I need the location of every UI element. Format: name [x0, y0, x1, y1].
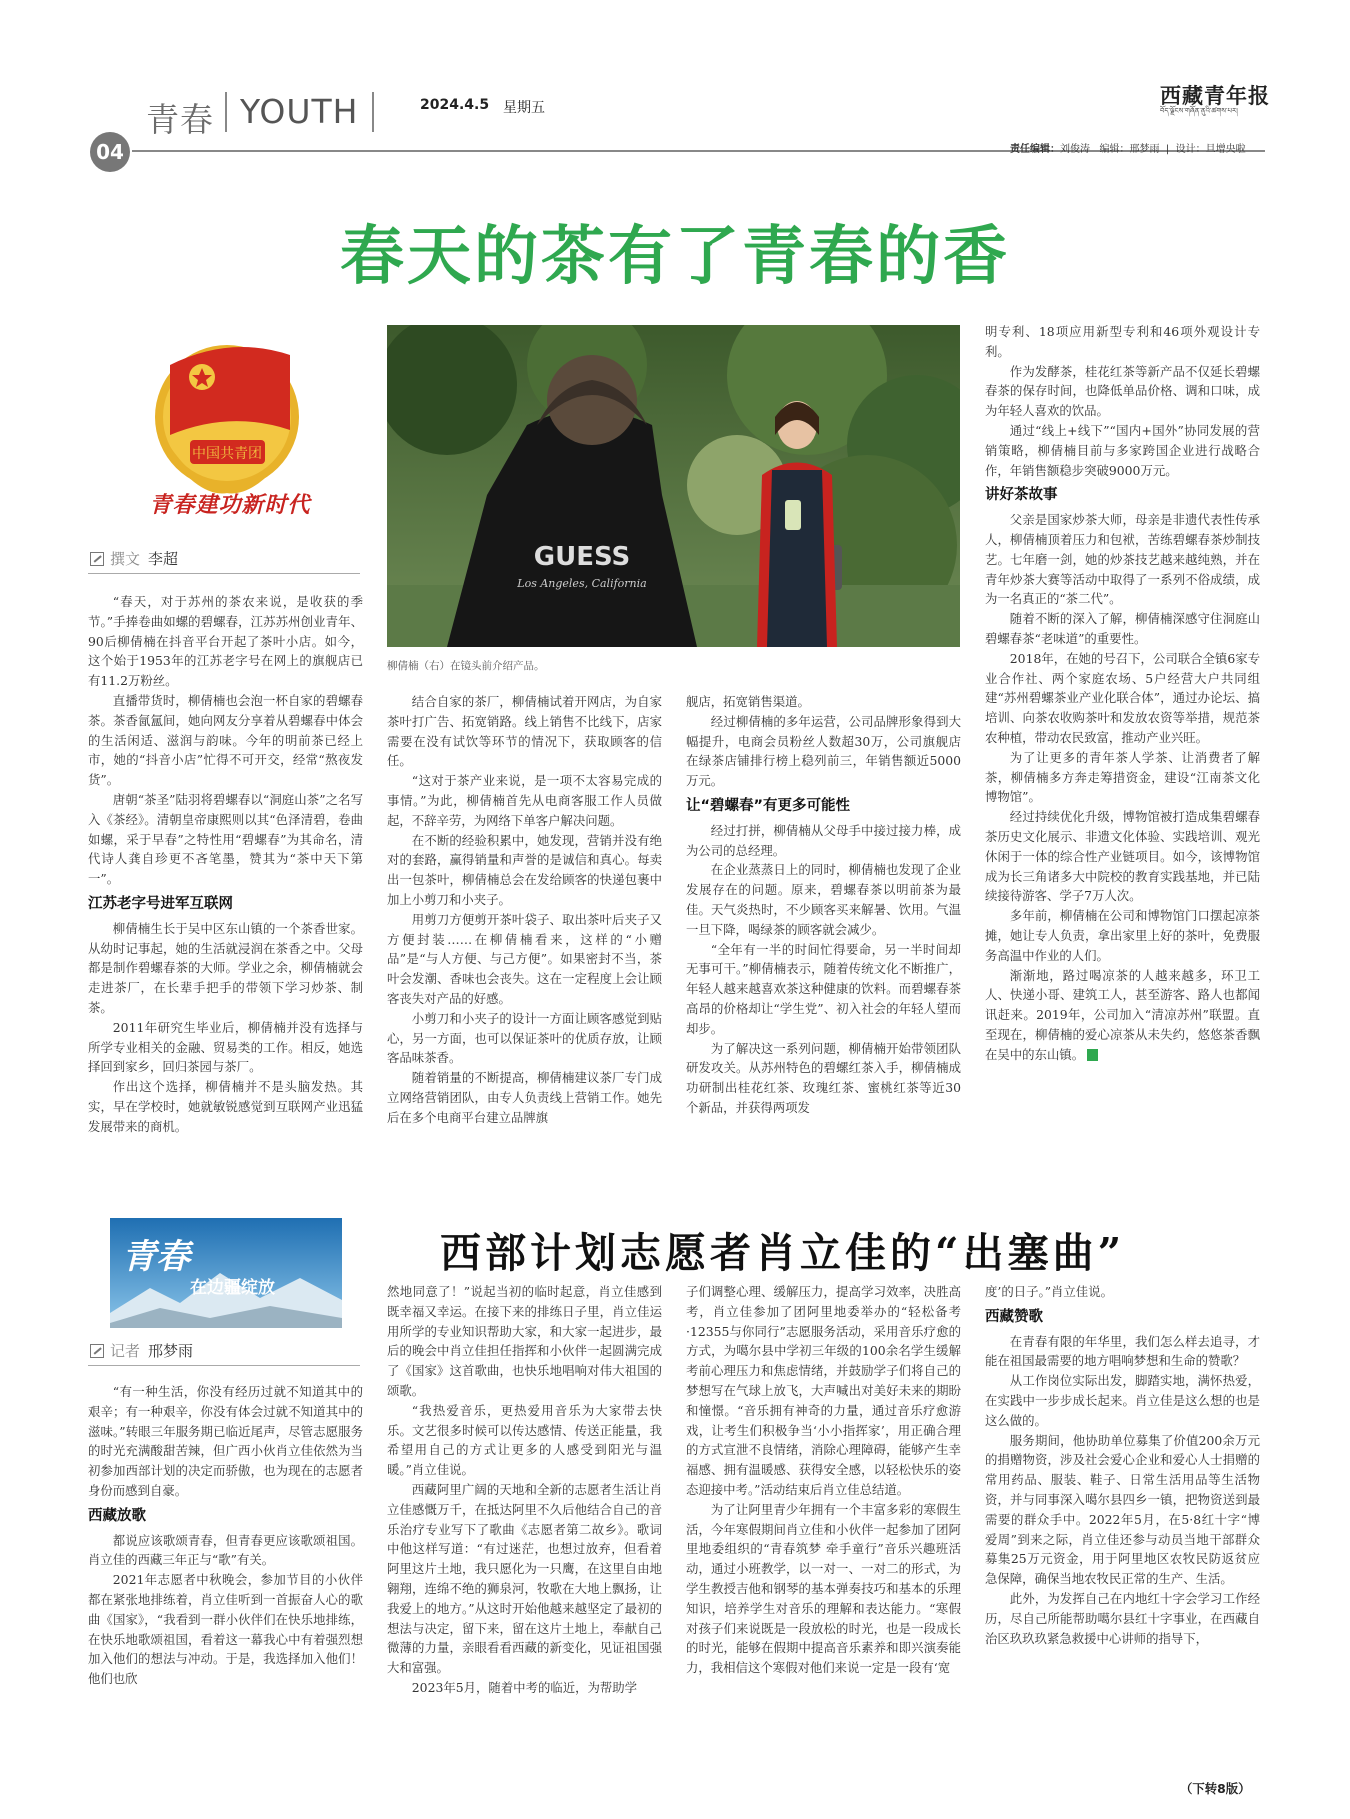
article1-photo	[387, 325, 960, 647]
paragraph: 舰店，拓宽销售渠道。	[686, 694, 810, 709]
byline-rule	[88, 1365, 360, 1366]
paragraph: 经过柳倩楠的多年运营，公司品牌形象得到大幅提升，电商会员粉丝人数超30万，公司旗舰店在绿茶店铺排行榜上稳列前三，年销售额近5000万元。	[686, 713, 961, 789]
paragraph: 服务期间，他协助单位募集了价值200余万元的捐赠物资，涉及社会爱心企业和爱心人士捐赠的常用药品、服装、鞋子、日常生活用品等生活物资，并与同事深入噶尔县四乡一镇，把物资送到最需要的群众手中。2022年5月，在5·8红十字“博爱周”到来之际，肖立佳还参与动员当地干部群众募集25万元资金，用于阿里地区农牧民防返贫应急保障，确保当地农牧民正常的生产、生活。	[985, 1432, 1260, 1587]
section-subheading: 西藏赞歌	[985, 1308, 1043, 1325]
article2-headline: 西部计划志愿者肖立佳的“出塞曲”	[440, 1229, 1126, 1277]
paragraph: 作出这个选择，柳倩楠并不是头脑发热。其实，早在学校时，她就敏锐感觉到互联网产业迅猛发展带来的商机。	[88, 1079, 363, 1134]
paragraph: 唐朝“茶圣”陆羽将碧螺春以“洞庭山茶”之名写入《茶经》。清朝皇帝康熙则以其“色泽清碧，卷曲如螺，采于早春”之特性用“碧螺春”为其命名，清代诗人龚自珍更不吝笔墨，赞其为“茶中天下第一”。	[88, 791, 363, 887]
paragraph: 结合自家的茶厂，柳倩楠试着开网店，为自家茶叶打广告、拓宽销路。线上销售不比线下，店家需要在没有试饮等环节的情况下，获取顾客的信任。	[387, 694, 662, 769]
paragraph: 随着销量的不断提高，柳倩楠建议茶厂专门成立网络营销团队，由专人负责线上营销工作。她先后在多个电商平台建立品牌旗	[387, 1070, 662, 1125]
photo-shirt-subtext: Los Angeles, California	[517, 577, 647, 590]
paragraph: 在青春有限的年华里，我们怎么样去追寻，才能在祖国最需要的地方唱响梦想和生命的赞歌？	[985, 1333, 1260, 1369]
paragraph: 都说应该歌颂青春，但青春更应该歌颂祖国。肖立佳的西藏三年正与“歌”有关。	[88, 1532, 363, 1568]
byline-tag: 记者	[110, 1342, 141, 1360]
issue-weekday: 星期五	[503, 100, 545, 116]
page-number: 04	[90, 132, 130, 172]
paragraph: 明专利、18项应用新型专利和46项外观设计专利。	[985, 324, 1260, 359]
article1-headline: 春天的茶有了青春的香	[340, 220, 1010, 294]
paragraph: 然地同意了！”说起当初的临时起意，肖立佳感到既幸福又幸运。在接下来的排练日子里，肖立佳运用所学的专业知识帮助大家，和大家一起进步，最后的晚会中肖立佳担任指挥和小伙伴一起圆满完成了《国家》这首歌曲，也快乐地唱响对伟大祖国的颂歌。	[387, 1284, 662, 1398]
paragraph: 2011年研究生毕业后，柳倩楠并没有选择与所学专业相关的金融、贸易类的工作。相反，她选择回到家乡，回归茶园与茶厂。	[88, 1019, 363, 1075]
masthead: 西藏青年报	[1160, 83, 1270, 108]
section-divider	[225, 92, 227, 132]
paragraph: 此外，为发挥自己在内地红十字会学习工作经历，尽自己所能帮助噶尔县红十字事业，在西藏自治区玖玖玖紧急救援中心讲师的指导下，	[985, 1590, 1260, 1646]
pen-icon	[90, 552, 104, 566]
article1-column-3	[686, 692, 961, 1118]
paragraph: “有一种生活，你没有经历过就不知道其中的艰辛；有一种艰辛，你没有体会过就不知道其中的滋味。”转眼三年服务期已临近尾声，尽管志愿服务的时光充满酸甜苦辣，但广西小伙肖立佳依然为当初参加西部计划的决定而骄傲，也为现在的志愿者身份而感到自豪。	[88, 1384, 363, 1498]
banner-subtitle: 在边疆绽放	[190, 1278, 275, 1298]
continue-note: （下转8版）	[1180, 1781, 1251, 1796]
paragraph: 在不断的经验积累中，她发现，营销并没有绝对的套路，赢得销量和声誉的是诚信和真心。每卖出一包茶叶，柳倩楠总会在发给顾客的快递包裹中加上小剪刀和小夹子。	[387, 832, 662, 907]
paragraph: 2018年，在她的号召下，公司联合全镇6家专业合作社、两个家庭农场、5户经营大户共同组建“苏州碧螺茶业产业化联合体”，通过办论坛、搞培训、向茶农收购茶叶和发放农资等举措，规范茶农种植，带动农民致富，推动产业兴旺。	[985, 650, 1260, 745]
masthead-tibetan: བོད་ལྗོངས་གཞོན་ནུའི་ཚགས་པར།	[1160, 107, 1238, 115]
banner-title: 青春	[122, 1237, 190, 1277]
article1-column-1	[88, 592, 363, 1137]
photo-caption: 柳倩楠（右）在镜头前介绍产品。	[387, 660, 545, 672]
photo-shirt-text: GUESS	[533, 542, 631, 572]
paragraph: 为了解决这一系列问题，柳倩楠开始带领团队研发攻关。从苏州特色的碧螺红茶入手，柳倩楠成功研制出桂花红茶、玫瑰红茶、蜜桃红茶等近30个新品，并获得两项发	[686, 1040, 961, 1115]
paragraph: 渐渐地，路过喝凉茶的人越来越多，环卫工人、快递小哥、建筑工人，甚至游客、路人也都闻讯赶来。2019年，公司加入“清凉苏州”联盟。直至现在，柳倩楠的爱心凉茶从未失约，悠悠茶香飘在吴中的东山镇。	[985, 967, 1260, 1062]
paragraph: 作为发酵茶，桂花红茶等新产品不仅延长碧螺春茶的保存时间，也降低单品价格、调和口味，成为年轻人喜欢的饮品。	[985, 363, 1260, 419]
byline-tag: 撰文	[110, 550, 141, 568]
paragraph: 经过持续优化升级，博物馆被打造成集碧螺春茶历史文化展示、非遗文化体验、实践培训、观光休闲于一体的综合性产业链项目。如今，该博物馆成为长三角诸多大中院校的教育实践基地，并已陆续接待游客、学子7万人次。	[985, 809, 1260, 904]
editor-label: 责任编辑：	[1010, 144, 1060, 155]
article2-column-4	[985, 1282, 1260, 1648]
section-en: YOUTH	[240, 92, 359, 131]
article1-column-4	[985, 322, 1260, 1064]
editor-name: 刘俊涛	[1060, 144, 1090, 155]
paragraph: 父亲是国家炒茶大师，母亲是非遗代表性传承人，柳倩楠顶着压力和包袱，苦练碧螺春茶炒制技艺。七年磨一剑，她的炒茶技艺越来越纯熟，并在青年炒茶大赛等活动中取得了一系列不俗成绩，成为一名真正的“茶二代”。	[985, 512, 1260, 607]
paragraph: 柳倩楠生长于吴中区东山镇的一个茶香世家。从幼时记事起，她的生活就浸润在茶香之中。父母都是制作碧螺春茶的大师。学业之余，柳倩楠就会走进茶厂，在长辈手把手的带领下学习炒茶、制茶。	[88, 920, 363, 1015]
section-name: 青春	[146, 100, 214, 139]
paragraph: “我热爱音乐，更热爱用音乐为大家带去快乐。文艺很多时候可以传达感情、传送正能量，我希望用自己的方式让更多的人感受到阳光与温暖。”肖立佳说。	[387, 1402, 662, 1478]
emblem-text: 中国共青团	[192, 446, 262, 462]
paragraph: 在企业蒸蒸日上的同时，柳倩楠也发现了企业发展存在的问题。原来，碧螺春茶以明前茶为最佳。天气炎热时，不少顾客买来解暑、饮用。气温一旦下降，喝绿茶的顾客就会减少。	[686, 862, 961, 937]
article1-column-2	[387, 692, 662, 1128]
design-label: 设计：	[1175, 144, 1206, 155]
paragraph: 用剪刀方便剪开茶叶袋子、取出茶叶后夹子又方便封装……在柳倩楠看来，这样的“小赠品”是“与人方便、与己方便”。如果密封不当，茶叶会发潮、香味也会丧失。这在一定程度上会让顾客丧失对产品的好感。	[387, 911, 662, 1006]
pen-icon	[90, 1344, 104, 1358]
paragraph: 子们调整心理、缓解压力，提高学习效率，决胜高考，肖立佳参加了团阿里地委举办的“轻松备考·12355与你同行”志愿服务活动，采用音乐疗愈的方式，为噶尔县中学初三年级的100余名学生缓解考前心理压力和焦虑情绪，并鼓励学子们将自己的梦想写在气球上放飞，大声喊出对美好未来的期盼和憧憬。“音乐拥有神奇的力量，通过音乐疗愈游戏，让考生们积极争当‘小小指挥家’，用正确合理的方式宣泄不良情绪，消除心理障碍，能够产生幸福感、拥有温暖感、获得安全感，以轻松快乐的姿态迎接中考。”活动结束后肖立佳总结道。	[686, 1284, 961, 1497]
paragraph: 经过打拼，柳倩楠从父母手中接过接力棒，成为公司的总经理。	[686, 822, 961, 858]
paragraph: 直播带货时，柳倩楠也会泡一杯自家的碧螺春茶。茶香氤氲间，她向网友分享着从碧螺春中体会的生活闲适、滋润与韵味。今年的明前茶已经上市，她的“抖音小店”忙得不可开交，经常“熬夜发货”。	[88, 692, 363, 788]
paragraph: “这对于茶产业来说，是一项不太容易完成的事情。”为此，柳倩楠首先从电商客服工作人员做起，不辞辛劳，为网络下单客户解决问题。	[387, 773, 662, 828]
byline-author: 李超	[148, 550, 179, 568]
editor2-name: 邢梦雨	[1129, 144, 1160, 155]
section-subheading: 让“碧螺春”有更多可能性	[686, 797, 851, 814]
paragraph: “全年有一半的时间忙得要命，另一半时间却无事可干。”柳倩楠表示，随着传统文化不断推广，年轻人越来越喜欢茶这种健康的饮料。而碧螺春茶高昂的价格却让“学生党”、初入社会的年轻人望而却步。	[686, 941, 961, 1036]
paragraph: 随着不断的深入了解，柳倩楠深感守住洞庭山碧螺春茶“老味道”的重要性。	[985, 611, 1260, 646]
paragraph: 度’的日子。”肖立佳说。	[985, 1284, 1113, 1299]
paragraph: 为了让阿里青少年拥有一个丰富多彩的寒假生活，今年寒假期间肖立佳和小伙伴一起参加了团阿里地委组织的“青春筑梦 牵手童行”音乐兴趣班活动，通过小班教学，以一对一、一对二的形式，为学生教授吉他和钢琴的基本弹奏技巧和基本的乐理知识，培养学生对音乐的理解和表达能力。“寒假对孩子们来说既是一段放松的时光，也是一段成长的时光，能够在假期中提高音乐素养和即兴演奏能力，我相信这个寒假对他们来说一定是一段有‘宽	[686, 1501, 961, 1676]
article2-byline	[90, 1340, 193, 1361]
design-name: 旦增央啦	[1205, 144, 1246, 155]
paragraph: 为了让更多的青年茶人学茶、让消费者了解茶，柳倩楠多方奔走筹措资金，建设“江南茶文化博物馆”。	[985, 749, 1260, 805]
article2-column-1	[88, 1382, 363, 1689]
youth-frontier-banner	[110, 1218, 342, 1328]
article1-byline	[90, 548, 178, 569]
paragraph: 从工作岗位实际出发，脚踏实地，满怀热爱，在实践中一步步成长起来。肖立佳是这么想的也是这么做的。	[985, 1373, 1260, 1428]
editor-credits: 责任编辑：刘俊涛 编辑：邢梦雨 | 设计：旦增央啦	[1010, 144, 1246, 155]
paragraph: 多年前，柳倩楠在公司和博物馆门口摆起凉茶摊，她让专人负责，拿出家里上好的茶叶，免费服务高温中作业的人们。	[985, 908, 1260, 963]
paragraph: 小剪刀和小夹子的设计一方面让顾客感觉到贴心，另一方面，也可以保证茶叶的优质存放，让顾客品味茶香。	[387, 1010, 662, 1066]
paragraph: 通过“线上+线下”“国内+国外”协同发展的营销策略，柳倩楠目前与多家跨国企业进行战略合作，年销售额稳步突破9000万元。	[985, 422, 1260, 478]
article-end-mark	[1087, 1049, 1098, 1061]
byline-author: 邢梦雨	[148, 1342, 194, 1360]
article2-column-2	[387, 1282, 662, 1698]
editor2-label: 编辑：	[1099, 144, 1130, 155]
byline-rule	[88, 573, 360, 574]
paragraph: 2023年5月，随着中考的临近，为帮助学	[411, 1679, 638, 1695]
slogan: 青春建功新时代	[149, 492, 311, 518]
section-divider	[372, 92, 374, 132]
section-subheading: 讲好茶故事	[985, 487, 1058, 504]
issue-date: 2024.4.5	[420, 97, 490, 113]
paragraph: “春天，对于苏州的茶农来说，是收获的季节。”手捧卷曲如螺的碧螺春，江苏苏州创业青年、90后柳倩楠在抖音平台开起了茶叶小店。如今，这个始于1953年的江苏老字号在网上的旗舰店已有11.2万粉丝。	[88, 594, 363, 689]
article2-column-3	[686, 1282, 961, 1678]
paragraph: 2021年志愿者中秋晚会，参加节目的小伙伴都在紧张地排练着，肖立佳听到一首振奋人心的歌曲《国家》，“我看到一群小伙伴们在快乐地排练，在快乐地歌颂祖国，看着这一幕我心中有着强烈想加入他们的想法与冲动。于是，我选择加入他们！他们也欣	[88, 1572, 363, 1687]
section-subheading: 江苏老字号进军互联网	[88, 895, 233, 912]
paragraph: 西藏阿里广阔的天地和全新的志愿者生活让肖立佳感慨万千，在抵达阿里不久后他结合自己的音乐治疗专业写下了歌曲《志愿者第二故乡》。歌词中他这样写道：“有过迷茫，也想过放弃，但看着阿里这片土地，我只愿化为一只鹰，在这里自由地翱翔，连绵不绝的狮泉河，牧歌在大地上飘扬，让我爱上的地方。”从这时开始他越来越坚定了最初的想法与决定，留下来，留在这片土地上，奉献自己微薄的力量，亲眼看看西藏的新变化，见证祖国强大和富强。	[387, 1481, 662, 1676]
section-subheading: 西藏放歌	[88, 1507, 146, 1524]
